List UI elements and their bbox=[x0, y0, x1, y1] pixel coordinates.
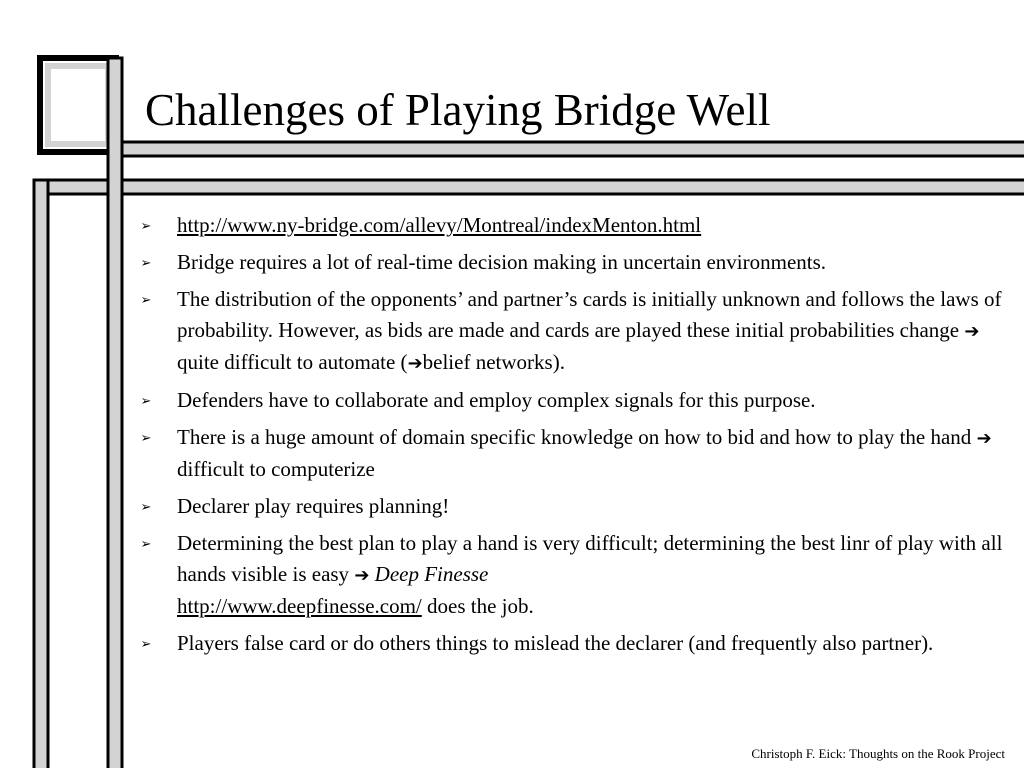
bullet-text: belief networks). bbox=[422, 350, 565, 374]
bullet-arrow-icon: ➢ bbox=[140, 218, 152, 233]
bullet-text: difficult to computerize bbox=[177, 457, 375, 481]
bullet-text: There is a huge amount of domain specific knowledge on how to bid and how to play the hand bbox=[177, 425, 977, 449]
frame-inner-bar bbox=[108, 58, 122, 768]
deepfinesse-link[interactable]: http://www.deepfinesse.com/ bbox=[177, 594, 422, 618]
frame-title-bar bbox=[110, 142, 1024, 156]
bullet-arrow-icon: ➢ bbox=[140, 536, 152, 551]
right-arrow-icon: ➔ bbox=[354, 565, 370, 586]
slide-title: Challenges of Playing Bridge Well bbox=[145, 85, 771, 135]
bullet-text: The distribution of the opponents’ and partner’s cards is initially unknown and follows the laws of probability. However, as bids are made and cards are played these initial probabilities change bbox=[177, 287, 1002, 342]
bullet-arrow-icon: ➢ bbox=[140, 636, 152, 651]
bullet-arrow-icon: ➢ bbox=[140, 393, 152, 408]
bullet-item bbox=[136, 491, 1006, 522]
bullet-text: Bridge requires a lot of real-time decision making in uncertain environments. bbox=[177, 250, 827, 274]
ny-bridge-link[interactable]: http://www.ny-bridge.com/allevy/Montreal/indexMenton.html bbox=[177, 213, 702, 237]
right-arrow-icon: ➔ bbox=[976, 428, 992, 449]
frame-content-top-bar bbox=[34, 180, 1024, 194]
frame-top-square bbox=[40, 58, 116, 152]
bullet-text: Players false card or do others things to mislead the declarer (and frequently also partner). bbox=[177, 631, 934, 655]
bullet-text: Defenders have to collaborate and employ complex signals for this purpose. bbox=[177, 388, 816, 412]
deep-finesse-label: Deep Finesse bbox=[374, 562, 489, 586]
bullet-text: Determining the best plan to play a hand is very difficult; determining the best linr of play with all hands visible is easy bbox=[177, 531, 1003, 586]
bullet-list bbox=[136, 210, 1006, 665]
frame-left-bar bbox=[34, 180, 48, 768]
bullet-text: Declarer play requires planning! bbox=[177, 494, 450, 518]
bullet-item bbox=[136, 628, 1006, 659]
bullet-arrow-icon: ➢ bbox=[140, 255, 152, 270]
bullet-arrow-icon: ➢ bbox=[140, 430, 152, 445]
bullet-item bbox=[136, 284, 1006, 379]
right-arrow-icon: ➔ bbox=[407, 353, 423, 374]
frame-top-square-inner bbox=[48, 66, 108, 144]
bullet-text: quite difficult to automate ( bbox=[177, 350, 408, 374]
bullet-item bbox=[136, 385, 1006, 416]
right-arrow-icon: ➔ bbox=[964, 321, 980, 342]
bullet-item bbox=[136, 528, 1006, 622]
bullet-item bbox=[136, 210, 1006, 241]
bullet-arrow-icon: ➢ bbox=[140, 292, 152, 307]
bullet-arrow-icon: ➢ bbox=[140, 499, 152, 514]
bullet-item bbox=[136, 247, 1006, 278]
bullet-text: does the job. bbox=[421, 594, 534, 618]
slide-footer: Christoph F. Eick: Thoughts on the Rook Project bbox=[751, 746, 1005, 761]
bullet-item bbox=[136, 422, 1006, 485]
